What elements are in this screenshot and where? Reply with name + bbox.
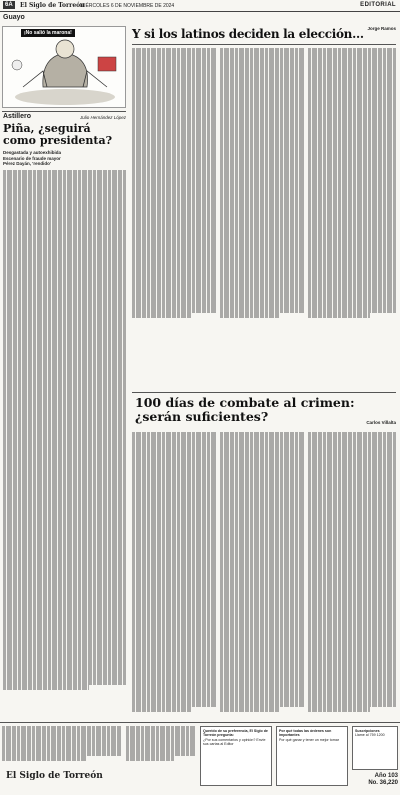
ad-title: Por qué todas las órdenes son importantes [279, 729, 332, 738]
editorial-cartoon [2, 26, 126, 108]
deck-line: Escenario de fraude mayor [3, 155, 61, 161]
second-column-2 [220, 432, 304, 718]
cartoon-section-label: Guayo [3, 14, 25, 21]
ad-body: Por qué ganar y tener un mejor tomar [279, 737, 339, 742]
footer-logo: El Siglo de Torreón [6, 771, 103, 781]
ad-body: ¿Por sus comentarios y opinión? Envíe sus cartas al Editor [203, 737, 266, 747]
ad-body: Llame al 759 1200 [355, 733, 385, 738]
astillero-headline: Piña, ¿seguirá como presidenta? [3, 122, 113, 147]
footer-ad-3 [352, 726, 398, 770]
page-number: 6A [5, 2, 13, 8]
footer-rule [0, 722, 400, 723]
footer-directory [126, 726, 196, 766]
second-article-top-rule [132, 392, 396, 393]
deck-line: Pérez Dayán, 'rendido' [3, 161, 51, 166]
page-header [0, 0, 400, 12]
astillero-deck [3, 150, 123, 167]
second-author: Carlos Villalta [366, 420, 396, 425]
footer-staff-listing [2, 726, 122, 766]
main-headline-rule [132, 44, 396, 45]
dateline: MIÉRCOLES 6 DE NOVIEMBRE DE 2024 [80, 3, 175, 9]
footer-ad-1 [200, 726, 272, 786]
main-author: Jorge Ramos [367, 26, 396, 31]
main-column-2 [220, 48, 304, 388]
astillero-top-rule [2, 111, 126, 112]
second-column-3 [308, 432, 396, 718]
ad-title: Suscripciones [355, 729, 380, 733]
footer-issue-info [352, 773, 398, 787]
masthead: El Siglo de Torreón [20, 2, 85, 9]
ad-title: Querido de su preferencia, El Siglo de Torreón pregunta: [203, 729, 268, 738]
footer-ad-2 [276, 726, 348, 786]
issue-number: No. 36,220 [368, 780, 398, 786]
astillero-section-label: Astillero [3, 113, 32, 120]
section-name: EDITORIAL [360, 2, 396, 8]
astillero-author: Julio Hernández López [79, 115, 126, 120]
cartoon-drawing [3, 27, 126, 108]
main-column-1 [132, 48, 216, 388]
main-column-3 [308, 48, 396, 388]
cartoon-caption: ¡No salió la marona! [21, 29, 75, 37]
year-label: Año 103 [374, 773, 398, 779]
second-headline: 100 días de combate al crimen: ¿serán suficientes? [135, 395, 355, 424]
second-column-1 [132, 432, 216, 718]
astillero-body [3, 170, 126, 718]
deck-line: Desgastada y autoexhibida [3, 150, 62, 155]
main-headline: Y si los latinos deciden la elección... [132, 27, 364, 41]
